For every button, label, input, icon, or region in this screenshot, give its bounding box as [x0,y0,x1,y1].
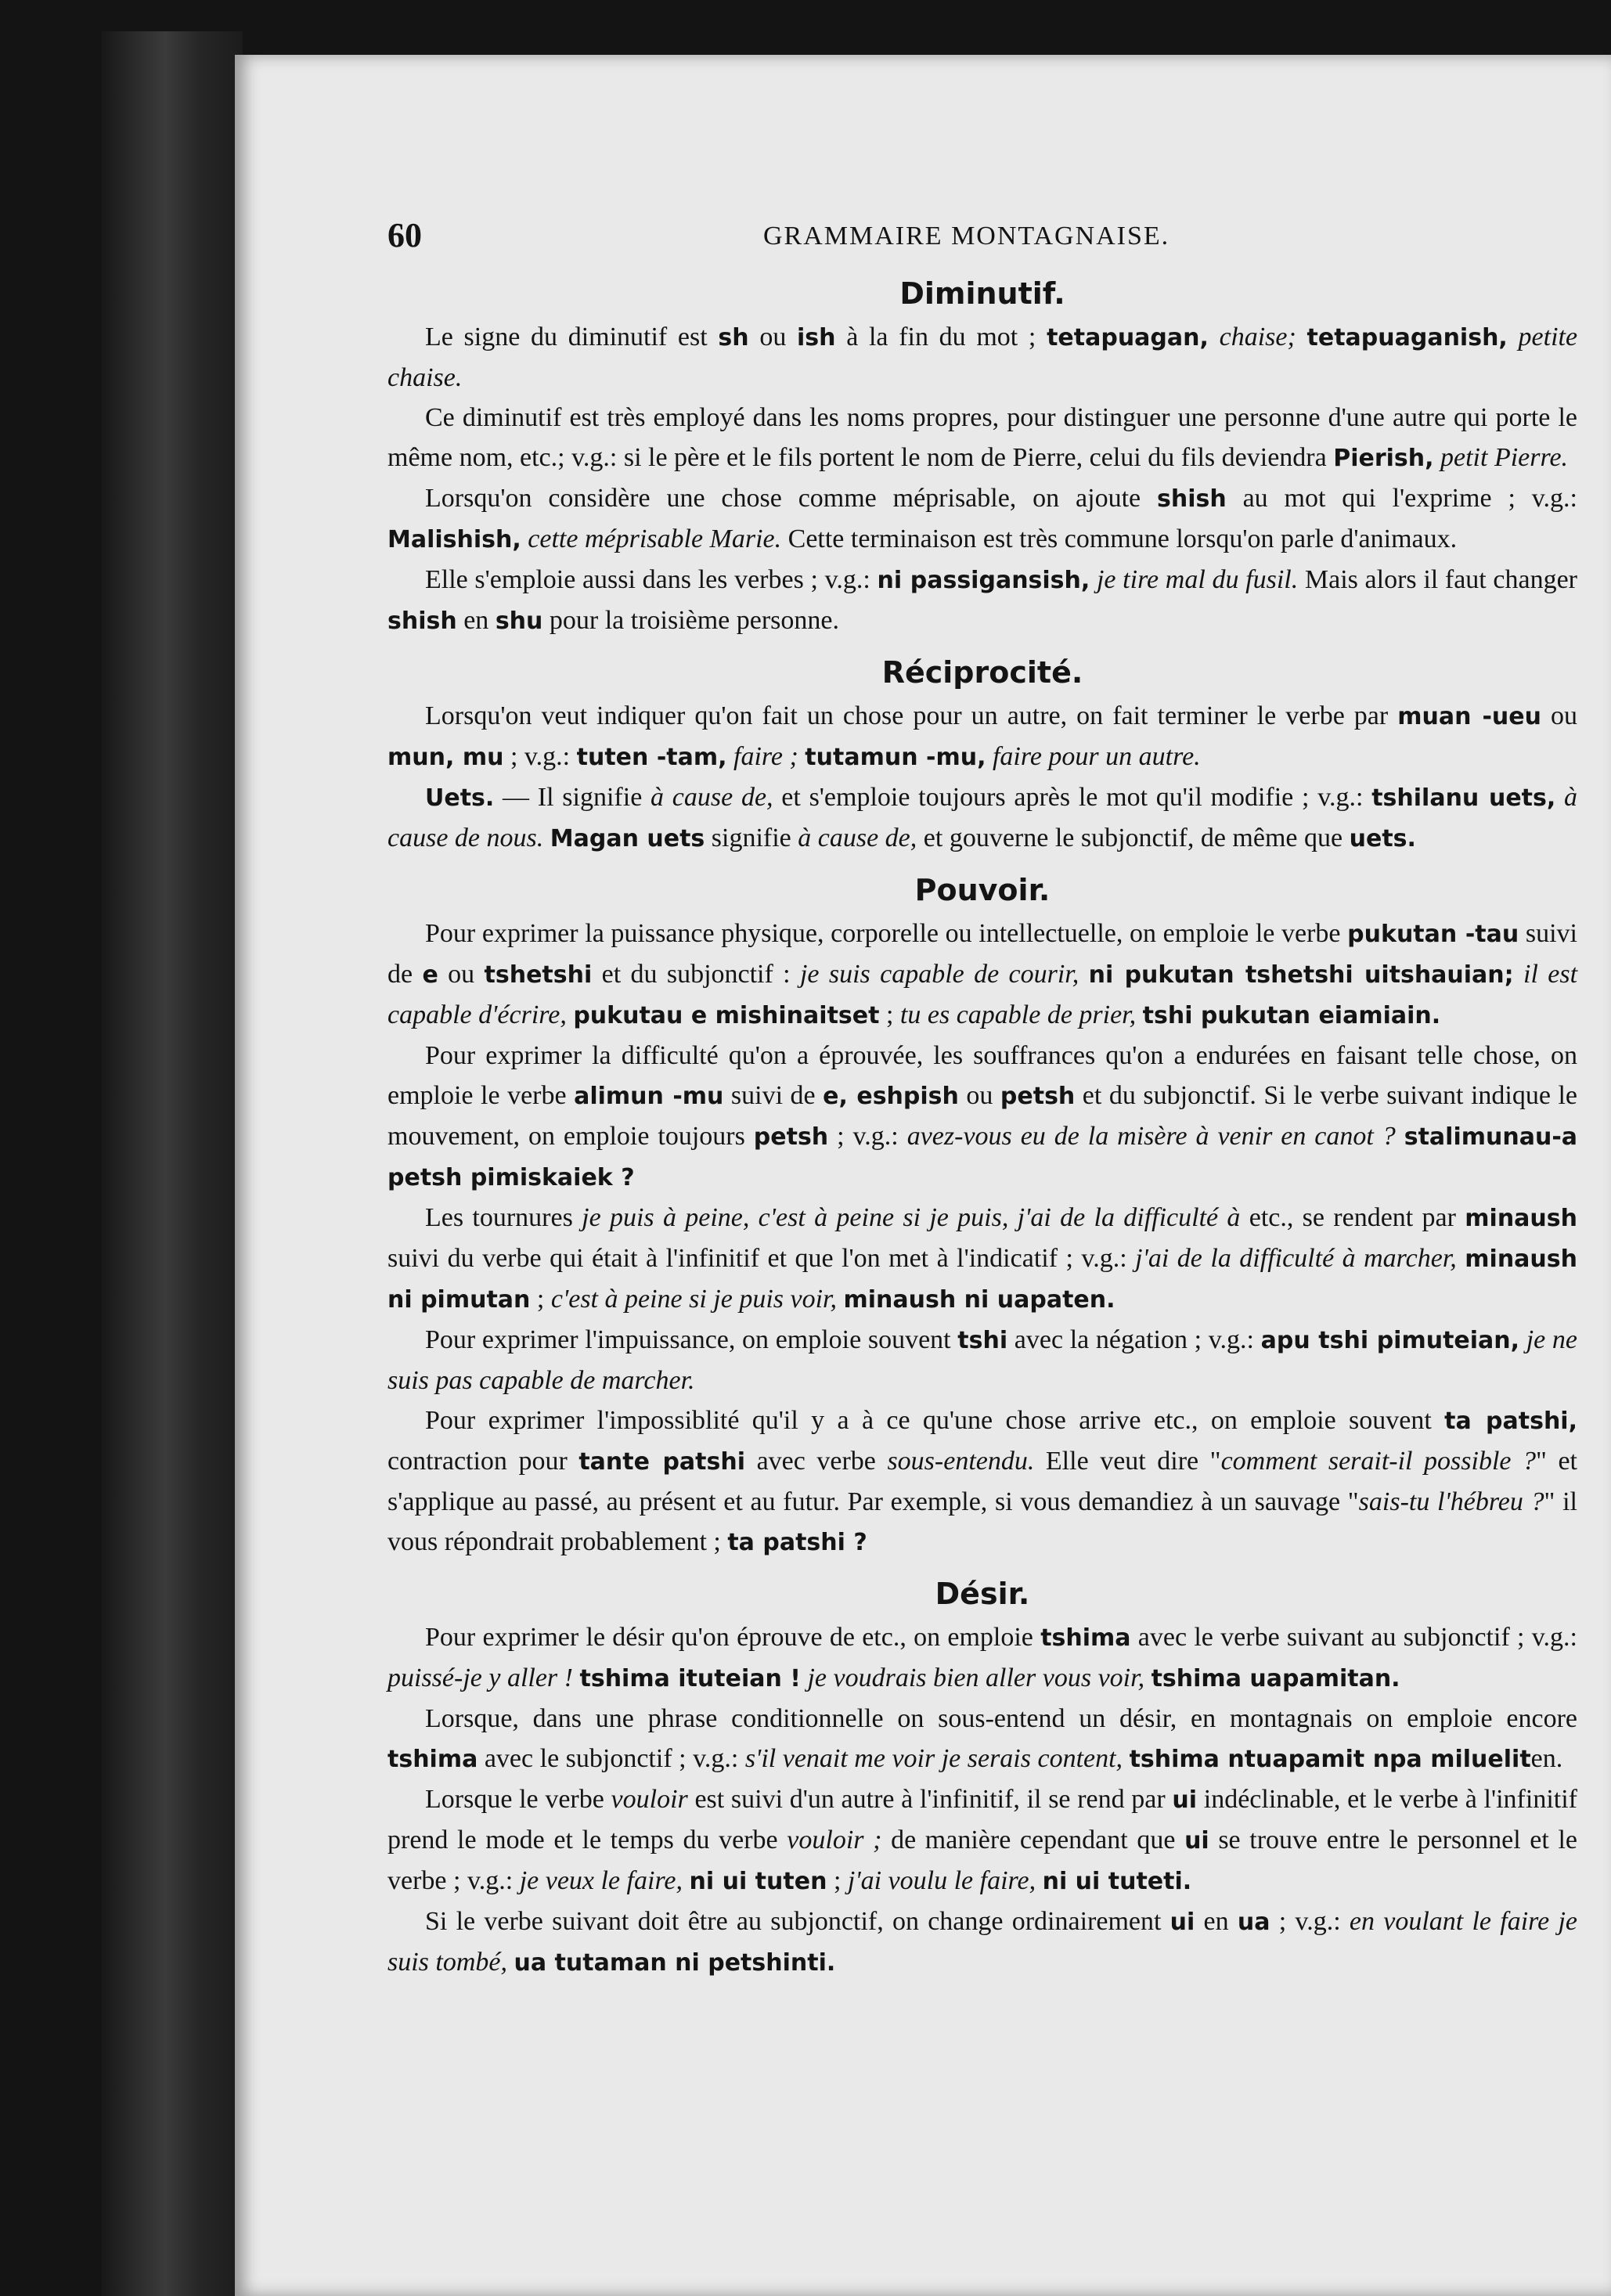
montagnais-term: Malishish, [387,526,521,553]
french-gloss: je ne suis pas capable de marcher. [387,1325,1577,1395]
montagnais-term: petsh [1000,1083,1076,1110]
french-gloss: je suis capable de courir, [799,960,1079,989]
montagnais-term: ni pukutan tshetshi uitshauian; [1088,961,1514,989]
page-number: 60 [387,216,422,254]
montagnais-term: tshima uapamitan. [1151,1665,1400,1692]
french-gloss: c'est à peine si je puis voir, [550,1285,838,1314]
french-gloss: petite chaise. [387,323,1578,392]
french-gloss: vouloir ; [787,1826,882,1854]
montagnais-term: e [422,961,438,989]
montagnais-term: ni ui tuteti. [1042,1868,1192,1895]
section-heading: Désir. [935,1577,1030,1611]
montagnais-term: sh [718,324,749,351]
montagnais-term: shish [1156,485,1227,513]
paragraph: Pour exprimer le désir qu'on éprouve de etc., on emploie tshima avec le verbe suivant au subjonctif ; v.g.: puissé-je y aller ! tshima ituteian ! je voudrais bien aller vous voir, tshima uapamitan. [387,1623,1577,1692]
montagnais-term: ta patshi, [1444,1408,1577,1435]
montagnais-term: minaush ni uapaten. [843,1286,1115,1314]
french-gloss: sais-tu l'hébreu ? [1358,1487,1544,1516]
montagnais-term: e, eshpish [823,1083,959,1110]
french-gloss: avez-vous eu de la misère à venir en canot ? [906,1122,1396,1151]
montagnais-term: Magan uets [550,825,705,852]
montagnais-term: ni passigansish, [877,567,1090,594]
montagnais-term: tante patshi [578,1448,746,1476]
french-gloss: j'ai voulu le faire, [847,1866,1036,1895]
french-gloss: tu es capable de prier, [899,1000,1137,1029]
montagnais-term: tshima [387,1746,478,1773]
montagnais-term: ui [1184,1827,1209,1854]
montagnais-term: ish [797,324,836,351]
french-gloss: petit Pierre. [1440,443,1569,472]
paragraph: Lorsqu'on considère une chose comme méprisable, on ajoute shish au mot qui l'exprime ; v.g.: Malishish, cette méprisable Marie. Cette terminaison est très commune lorsqu'on parle d'animaux. [387,484,1577,553]
french-gloss: s'il venait me voir je serais content, [744,1744,1123,1773]
book-page [235,55,1611,2296]
french-gloss: comment serait-il possible ? [1220,1447,1537,1476]
french-gloss: puissé-je y aller ! [387,1663,573,1692]
french-gloss: je tire mal du fusil. [1096,565,1299,594]
montagnais-term: ua [1237,1909,1270,1936]
montagnais-term: ui [1172,1786,1198,1814]
paragraph: Ce diminutif est très employé dans les noms propres, pour distinguer une personne d'une autre qui porte le même nom, etc.; v.g.: si le père et le fils portent le nom de Pierre, celui du fils deviendra Pierish, petit Pierre. [387,403,1577,472]
paragraph: Pour exprimer l'impossiblité qu'il y a à ce qu'une chose arrive etc., on emploie souvent ta patshi, contraction pour tante patshi avec verbe sous-entendu. Elle veut dire "comment serait-il possible ?" et s'applique au passé, au présent et au futur. Par exemple, si vous demandiez à un sauvage "sais-tu l'hébreu ?" il vous répondrait probablement ; ta patshi ? [387,1406,1578,1556]
french-gloss: j'ai de la difficulté à marcher, [1135,1244,1457,1273]
french-gloss: je veux le faire, [519,1866,683,1895]
montagnais-term: tshilanu uets, [1371,784,1556,812]
montagnais-term: tshima ituteian ! [579,1665,801,1692]
montagnais-term: shish [387,607,457,635]
montagnais-term: tetapuagan, [1047,324,1209,351]
paragraph: Lorsque le verbe vouloir est suivi d'un autre à l'infinitif, il se rend par ui indéclinable, et le verbe à l'infinitif prend le mode et le temps du verbe vouloir ; de manière cependant que ui se trouve entre le personnel et le verbe ; v.g.: je veux le faire, ni ui tuten ; j'ai voulu le faire, ni ui tuteti. [387,1785,1577,1895]
montagnais-term: petsh [753,1123,829,1151]
montagnais-term: ui [1170,1909,1195,1936]
french-gloss: à cause de, [798,824,917,852]
french-gloss: cette méprisable Marie. [528,524,782,553]
montagnais-term: tshima ntuapamit npa miluelit [1129,1746,1531,1773]
paragraph: Si le verbe suivant doit être au subjonctif, on change ordinairement ui en ua ; v.g.: en voulant le faire je suis tombé, ua tutaman ni petshinti. [387,1907,1577,1977]
french-gloss: chaise; [1219,323,1296,351]
montagnais-term: shu [495,607,543,635]
montagnais-term: tutamun -mu, [805,744,986,771]
montagnais-term: Uets. [425,784,495,812]
paragraph: Lorsque, dans une phrase conditionnelle on sous-entend un désir, en montagnais on emploie encore tshima avec le subjonctif ; v.g.: s'il venait me voir je serais content, tshima ntuapamit npa milueliten. [387,1704,1577,1773]
montagnais-term: tetapuaganish, [1306,324,1508,351]
montagnais-term: minaush ni pimutan [387,1245,1577,1314]
section-heading: Pouvoir. [914,873,1051,907]
french-gloss: vouloir [611,1785,688,1814]
montagnais-term: uets. [1349,825,1416,852]
french-gloss: il est capable d'écrire, [387,960,1578,1029]
running-title: GRAMMAIRE MONTAGNAISE. [763,222,1170,251]
montagnais-term: mun, mu [387,744,504,771]
paragraph: Lorsqu'on veut indiquer qu'on fait un chose pour un autre, on fait terminer le verbe par muan -ueu ou mun, mu ; v.g.: tuten -tam, faire ; tutamun -mu, faire pour un autre. [387,701,1577,771]
montagnais-term: tshi pukutan eiamiain. [1142,1002,1441,1029]
book-spine [102,31,243,2296]
montagnais-term: ua tutaman ni petshinti. [514,1949,836,1977]
montagnais-term: stalimunau-a petsh pimiskaiek ? [387,1123,1578,1191]
paragraph: Le signe du diminutif est sh ou ish à la fin du mot ; tetapuagan, chaise; tetapuaganish, petite chaise. [387,323,1578,392]
montagnais-term: apu tshi pimuteian, [1260,1327,1520,1354]
montagnais-term: ta patshi ? [727,1529,867,1556]
french-gloss: à cause de nous. [387,783,1578,852]
paragraph: Pour exprimer la difficulté qu'on a éprouvée, les souffrances qu'on a endurées en faisant telle chose, on emploie le verbe alimun -mu suivi de e, eshpish ou petsh et du subjonctif. Si le verbe suivant indique le mouvement, on emploie toujours petsh ; v.g.: avez-vous eu de la misère à venir en canot ? stalimunau-a petsh pimiskaiek ? [387,1041,1578,1191]
paragraph: Elle s'emploie aussi dans les verbes ; v.g.: ni passigansish, je tire mal du fusil. Mais alors il faut changer shish en shu pour la troisième personne. [387,565,1578,635]
paragraph: Pour exprimer la puissance physique, corporelle ou intellectuelle, on emploie le verbe pukutan -tau suivi de e ou tshetshi et du subjonctif : je suis capable de courir, ni pukutan tshetshi uitshauian; il est capable d'écrire, pukutau e mishinaitset ; tu es capable de prier, tshi pukutan eiamiain. [387,919,1578,1029]
paragraph: Les tournures je puis à peine, c'est à peine si je puis, j'ai de la difficulté à etc., se rendent par minaush suivi du verbe qui était à l'infinitif et que l'on met à l'indicatif ; v.g.: j'ai de la difficulté à marcher, minaush ni pimutan ; c'est à peine si je puis voir, minaush ni uapaten. [387,1203,1577,1314]
french-gloss: je puis à peine, c'est à peine si je puis, j'ai de la difficulté à [582,1203,1241,1232]
montagnais-term: pukutan -tau [1347,921,1519,948]
montagnais-term: tshi [957,1327,1008,1354]
paragraph: Uets. — Il signifie à cause de, et s'emploie toujours après le mot qu'il modifie ; v.g.: tshilanu uets, à cause de nous. Magan uets signifie à cause de, et gouverne le subjonctif, de même que uets. [387,783,1578,852]
montagnais-term: muan -ueu [1397,703,1541,730]
running-head [387,215,1577,262]
montagnais-term: tshetshi [484,961,593,989]
french-gloss: je voudrais bien aller vous voir, [807,1663,1145,1692]
montagnais-term: Pierish, [1333,445,1434,472]
montagnais-term: alimun -mu [574,1083,724,1110]
french-gloss: à cause de, [651,783,773,812]
french-gloss: faire pour un autre. [992,742,1201,771]
montagnais-term: pukutau e mishinaitset [573,1002,880,1029]
french-gloss: sous-entendu. [887,1447,1035,1476]
paragraph: Pour exprimer l'impuissance, on emploie souvent tshi avec la négation ; v.g.: apu tshi pimuteian, je ne suis pas capable de marcher. [387,1325,1577,1395]
french-gloss: faire ; [733,742,798,771]
montagnais-term: minaush [1465,1205,1577,1232]
montagnais-term: ni ui tuten [689,1868,827,1895]
french-gloss: en voulant le faire je suis tombé, [387,1907,1577,1977]
section-heading: Diminutif. [899,276,1065,311]
montagnais-term: tuten -tam, [576,744,727,771]
section-heading: Réciprocité. [881,655,1083,690]
montagnais-term: tshima [1040,1624,1131,1652]
page-body [387,215,1577,1983]
sections-container [387,276,1577,1983]
